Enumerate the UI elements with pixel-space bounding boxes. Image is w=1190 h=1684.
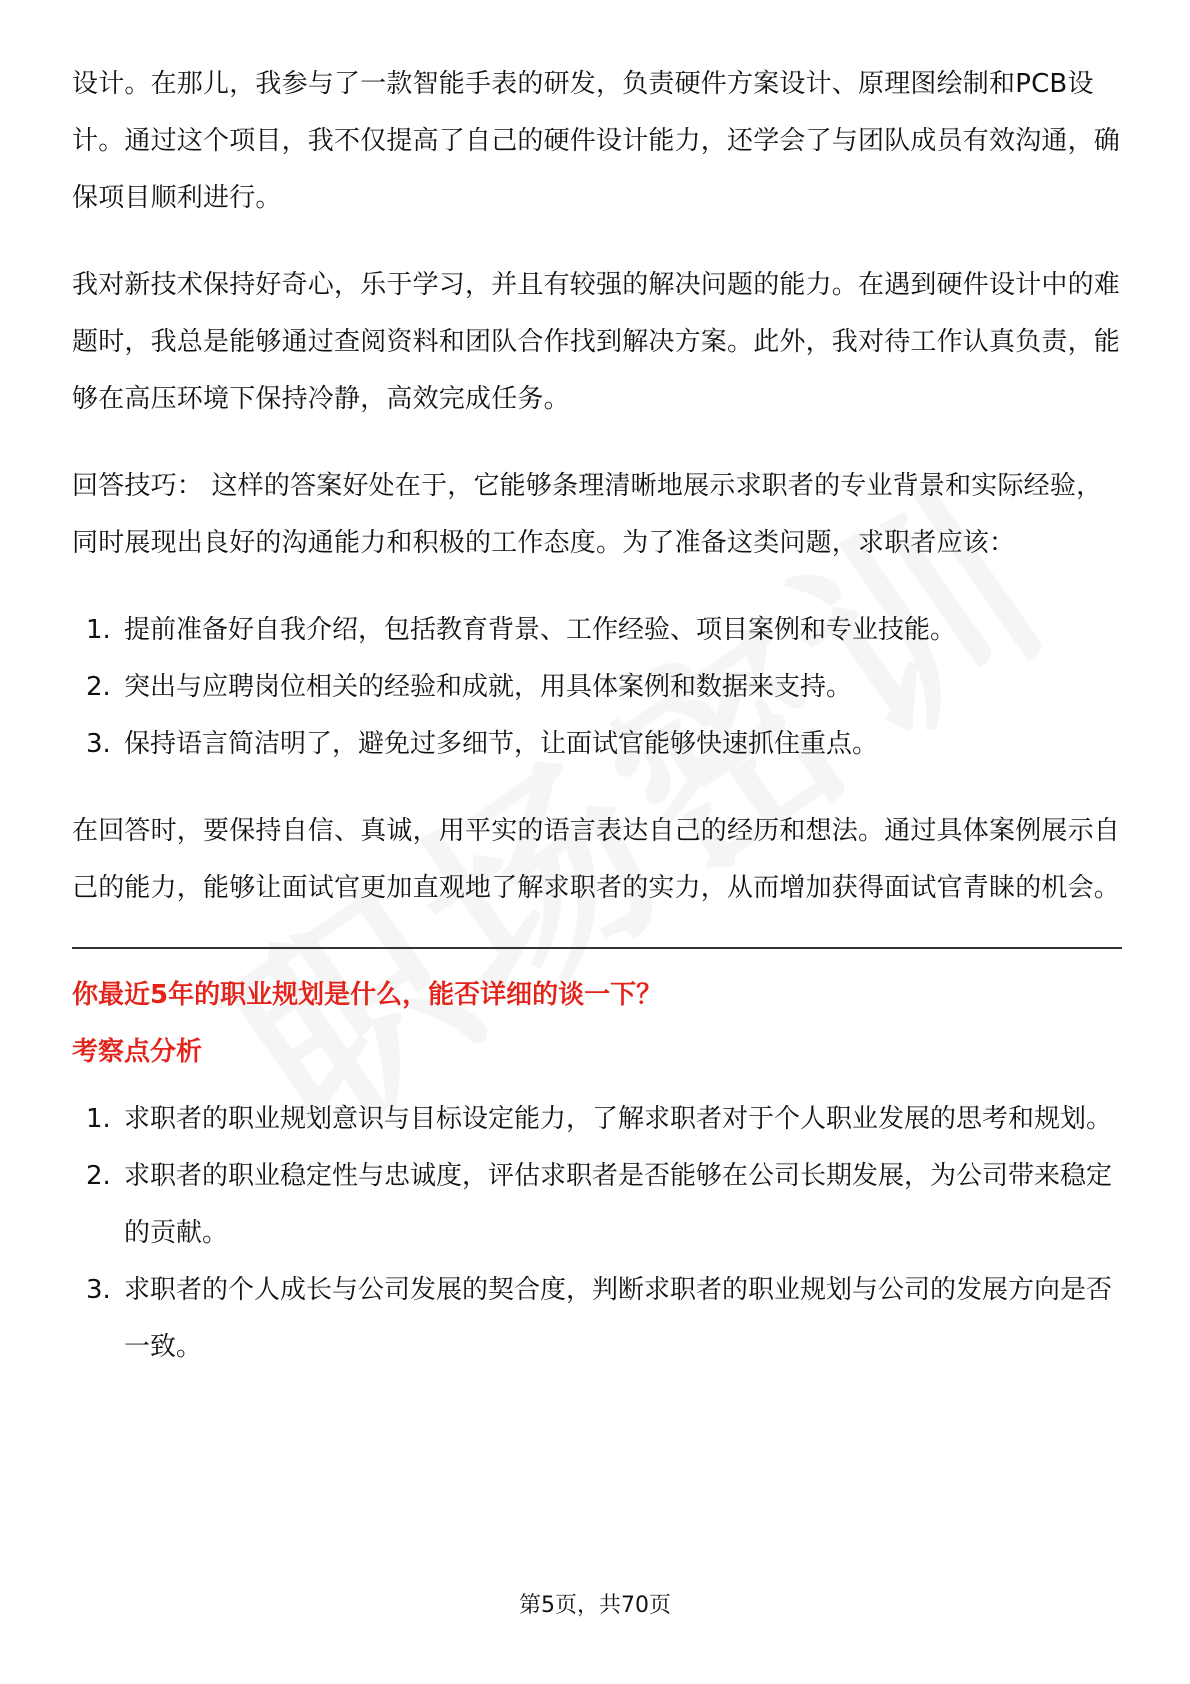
page-footer: 第5页，共70页 [519,1593,671,1618]
list-item [72,1262,1122,1376]
list-number: 1. [86,1104,111,1134]
list-number: 3. [86,1275,111,1305]
list-number: 3. [86,729,111,759]
paragraph-experience: 设计。在那儿，我参与了一款智能手表的研发，负责硬件方案设计、原理图绘制和PCB设计。通过这个项目，我不仅提高了自己的硬件设计能力，还学会了与团队成员有效沟通，确保项目顺利进行。 [72,69,1121,213]
section-divider [72,947,1122,949]
analysis-list [72,1091,1122,1376]
question-title: 你最近5年的职业规划是什么，能否详细的谈一下？ [72,980,663,1010]
list-item [72,659,1122,716]
paragraph-qualities: 我对新技术保持好奇心，乐于学习，并且有较强的解决问题的能力。在遇到硬件设计中的难题时，我总是能够通过查阅资料和团队合作找到解决方案。此外，我对待工作认真负责，能够在高压环境下保持冷静，高效完成任务。 [72,270,1121,414]
paragraph-conclusion: 在回答时，要保持自信、真诚，用平实的语言表达自己的经历和想法。通过具体案例展示自己的能力，能够让面试官更加直观地了解求职者的实力，从而增加获得面试官青睐的机会。 [72,816,1121,903]
tips-list [72,602,1122,773]
document-page [72,56,1122,1406]
paragraph-answer-tips: 回答技巧： 这样的答案好处在于，它能够条理清晰地展示求职者的专业背景和实际经验，同时展现出良好的沟通能力和积极的工作态度。为了准备这类问题，求职者应该： [72,471,1103,558]
list-item-text: 保持语言简洁明了，避免过多细节，让面试官能够快速抓住重点。 [124,729,879,759]
list-item [72,716,1122,773]
list-item [72,602,1122,659]
analysis-title: 考察点分析 [72,1037,203,1067]
list-item-text: 求职者的职业稳定性与忠诚度，评估求职者是否能够在公司长期发展，为公司带来稳定的贡献。 [124,1161,1113,1248]
list-item [72,1148,1122,1262]
list-number: 1. [86,615,111,645]
list-item-text: 求职者的职业规划意识与目标设定能力，了解求职者对于个人职业发展的思考和规划。 [124,1104,1113,1134]
list-item-text: 提前准备好自我介绍，包括教育背景、工作经验、项目案例和专业技能。 [124,615,957,645]
list-item-text: 突出与应聘岗位相关的经验和成就，用具体案例和数据来支持。 [124,672,853,702]
list-item [72,1091,1122,1148]
list-number: 2. [86,672,111,702]
list-item-text: 求职者的个人成长与公司发展的契合度，判断求职者的职业规划与公司的发展方向是否一致。 [124,1275,1113,1362]
list-number: 2. [86,1161,111,1191]
